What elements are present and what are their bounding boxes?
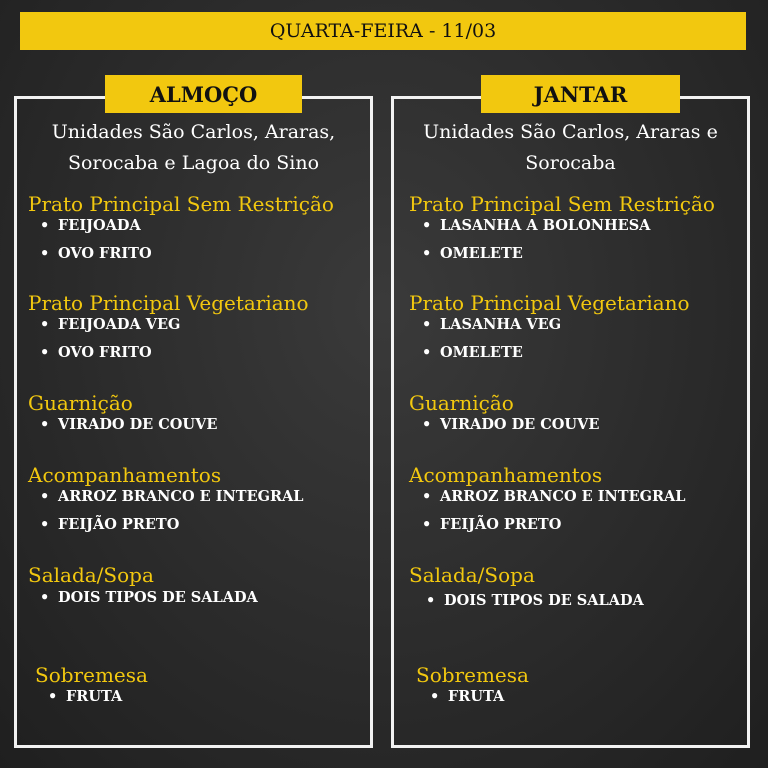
units-line: Unidades São Carlos, Araras, [51,121,336,143]
item-text: FEIJÃO PRETO [440,516,562,533]
bullet-icon: • [40,416,50,433]
item-text: OMELETE [440,245,523,262]
bullet-icon: • [422,316,432,333]
list-item [40,589,258,606]
bullet-icon: • [40,316,50,333]
bullet-icon: • [422,217,432,234]
bullet-icon: • [40,245,50,262]
bullet-icon: • [40,516,50,533]
bullet-icon: • [426,592,436,609]
bullet-icon: • [422,245,432,262]
section-heading: Salada/Sopa [409,563,535,587]
bullet-icon: • [422,344,432,361]
list-item [40,516,179,533]
list-item [48,688,122,705]
item-text: VIRADO DE COUVE [440,416,600,433]
bullet-icon: • [430,688,440,705]
list-item [40,217,141,234]
list-item [422,245,523,262]
units-line: Unidades São Carlos, Araras e [423,121,718,143]
list-item [426,592,644,609]
day-title: QUARTA-FEIRA - 11/03 [269,20,497,42]
list-item [422,316,561,333]
section-heading: Sobremesa [35,663,148,687]
list-item [40,245,152,262]
item-text: ARROZ BRANCO E INTEGRAL [440,488,686,505]
list-item [40,488,304,505]
item-text: OVO FRITO [58,344,152,361]
day-banner [20,12,746,50]
section-heading: Salada/Sopa [28,563,154,587]
list-item [422,217,650,234]
lunch-label: ALMOÇO [105,75,302,113]
bullet-icon: • [422,488,432,505]
item-text: FEIJOADA VEG [58,316,181,333]
section-heading: Prato Principal Sem Restrição [28,192,334,216]
section-heading: Acompanhamentos [28,463,222,487]
bullet-icon: • [40,589,50,606]
section-heading: Prato Principal Sem Restrição [409,192,715,216]
list-item [40,316,180,333]
item-text: VIRADO DE COUVE [58,416,218,433]
section-heading: Prato Principal Vegetariano [28,291,309,315]
section-heading: Guarnição [28,391,133,415]
list-item [430,688,504,705]
section-heading: Guarnição [409,391,514,415]
bullet-icon: • [40,217,50,234]
item-text: OVO FRITO [58,245,152,262]
section-heading: Sobremesa [416,663,529,687]
section-heading: Acompanhamentos [409,463,603,487]
item-text: FEIJOADA [58,217,141,234]
item-text: FRUTA [66,688,123,705]
list-item [422,416,599,433]
list-item [422,488,686,505]
bullet-icon: • [40,488,50,505]
list-item [422,344,523,361]
item-text: DOIS TIPOS DE SALADA [58,589,258,606]
list-item [40,344,152,361]
bullet-icon: • [422,516,432,533]
item-text: LASANHA A BOLONHESA [440,217,651,234]
item-text: DOIS TIPOS DE SALADA [444,592,644,609]
units-line: Sorocaba [525,152,616,174]
item-text: FEIJÃO PRETO [58,516,180,533]
item-text: OMELETE [440,344,523,361]
item-text: ARROZ BRANCO E INTEGRAL [58,488,304,505]
units-line: Sorocaba e Lagoa do Sino [67,152,320,174]
item-text: FRUTA [448,688,505,705]
item-text: LASANHA VEG [440,316,562,333]
list-item [40,416,217,433]
bullet-icon: • [422,416,432,433]
bullet-icon: • [40,344,50,361]
dinner-label: JANTAR [481,75,680,113]
bullet-icon: • [48,688,58,705]
section-heading: Prato Principal Vegetariano [409,291,690,315]
list-item [422,516,561,533]
